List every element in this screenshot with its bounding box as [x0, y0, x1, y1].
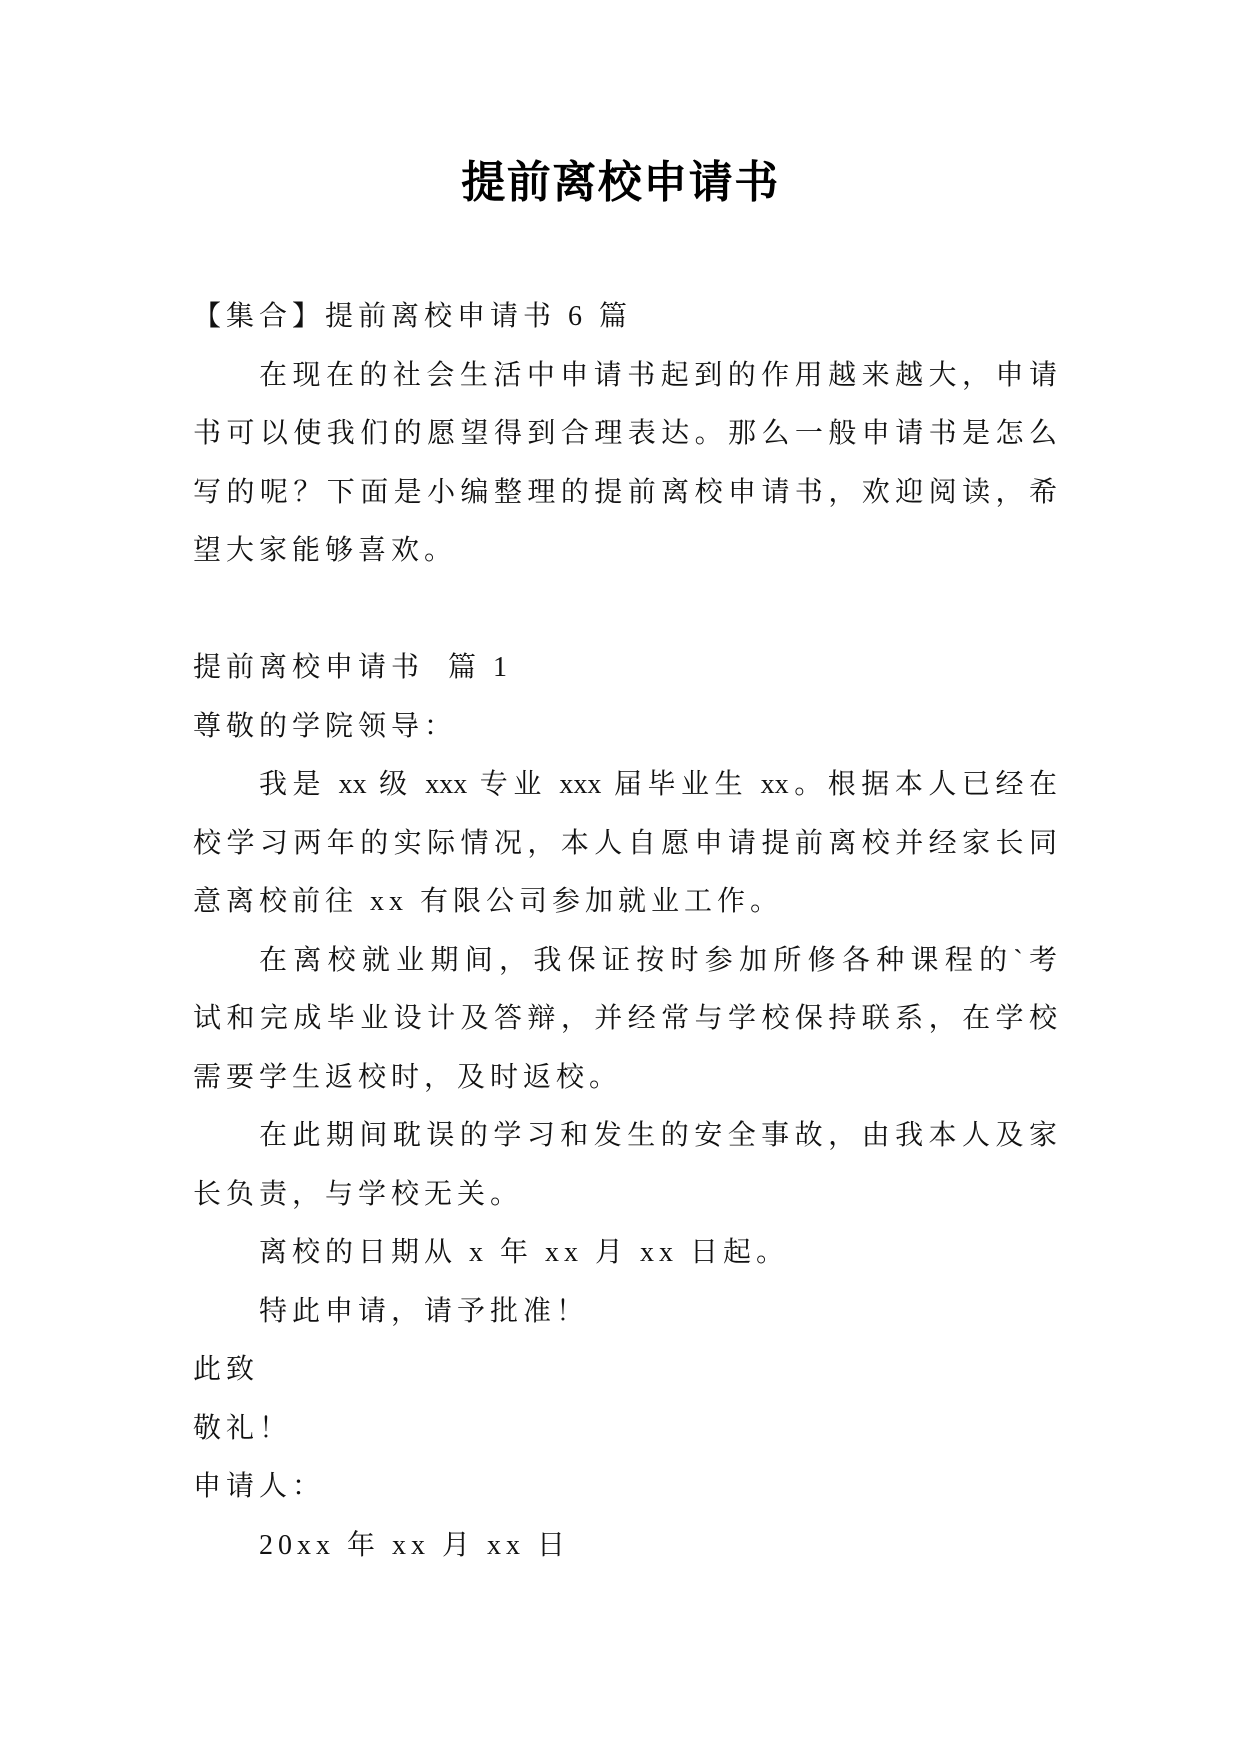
paragraph-line: 在离校就业期间，我保证按时参加所修各种课程的`考	[259, 944, 1057, 976]
applicant-label: 申请人：	[193, 1471, 326, 1502]
paragraph-line: 特此申请，请予批准！	[259, 1295, 590, 1327]
intro-line: 在现在的社会生活中申请书起到的作用越来越大，申请	[259, 359, 1057, 391]
document-body	[193, 288, 1057, 1575]
paragraph-line: 试和完成毕业设计及答辩，并经常与学校保持联系，在学校	[193, 1003, 1057, 1034]
paragraph-line: 我是 xx 级 xxx 专业 xxx 届毕业生 xx。根据本人已经在	[259, 769, 1057, 800]
letter-salutation: 尊敬的学院领导：	[193, 710, 458, 742]
letter-section	[193, 639, 1057, 1575]
letter-regards: 敬礼！	[193, 1412, 293, 1444]
letter-paragraph	[193, 1283, 1057, 1342]
letter-date: 20xx 年 xx 月 xx 日	[259, 1529, 571, 1561]
paragraph-line: 在此期间耽误的学习和发生的安全事故，由我本人及家	[259, 1120, 1057, 1151]
paragraph-line: 校学习两年的实际情况，本人自愿申请提前离校并经家长同	[193, 827, 1057, 859]
intro-line: 写的呢？下面是小编整理的提前离校申请书，欢迎阅读，希	[193, 476, 1057, 508]
intro-line: 书可以使我们的愿望得到合理表达。那么一般申请书是怎么	[193, 418, 1057, 449]
collection-heading: 【集合】提前离校申请书 6 篇	[193, 301, 633, 332]
intro-paragraph	[193, 347, 1057, 581]
intro-line: 望大家能够喜欢。	[193, 535, 458, 566]
letter-paragraph	[193, 756, 1057, 932]
letter-paragraph	[193, 932, 1057, 1108]
document-title: 提前离校申请书	[461, 158, 780, 207]
paragraph-line: 意离校前往 xx 有限公司参加就业工作。	[193, 886, 784, 917]
letter-paragraph	[193, 1107, 1057, 1224]
paragraph-line: 长负责，与学校无关。	[193, 1178, 524, 1210]
paragraph-line: 需要学生返校时，及时返校。	[193, 1061, 623, 1093]
letter-paragraph	[193, 1224, 1057, 1283]
paragraph-line: 离校的日期从 x 年 xx 月 xx 日起。	[259, 1237, 790, 1268]
letter-heading: 提前离校申请书 篇 1	[193, 652, 513, 683]
letter-closing: 此致	[193, 1354, 260, 1385]
